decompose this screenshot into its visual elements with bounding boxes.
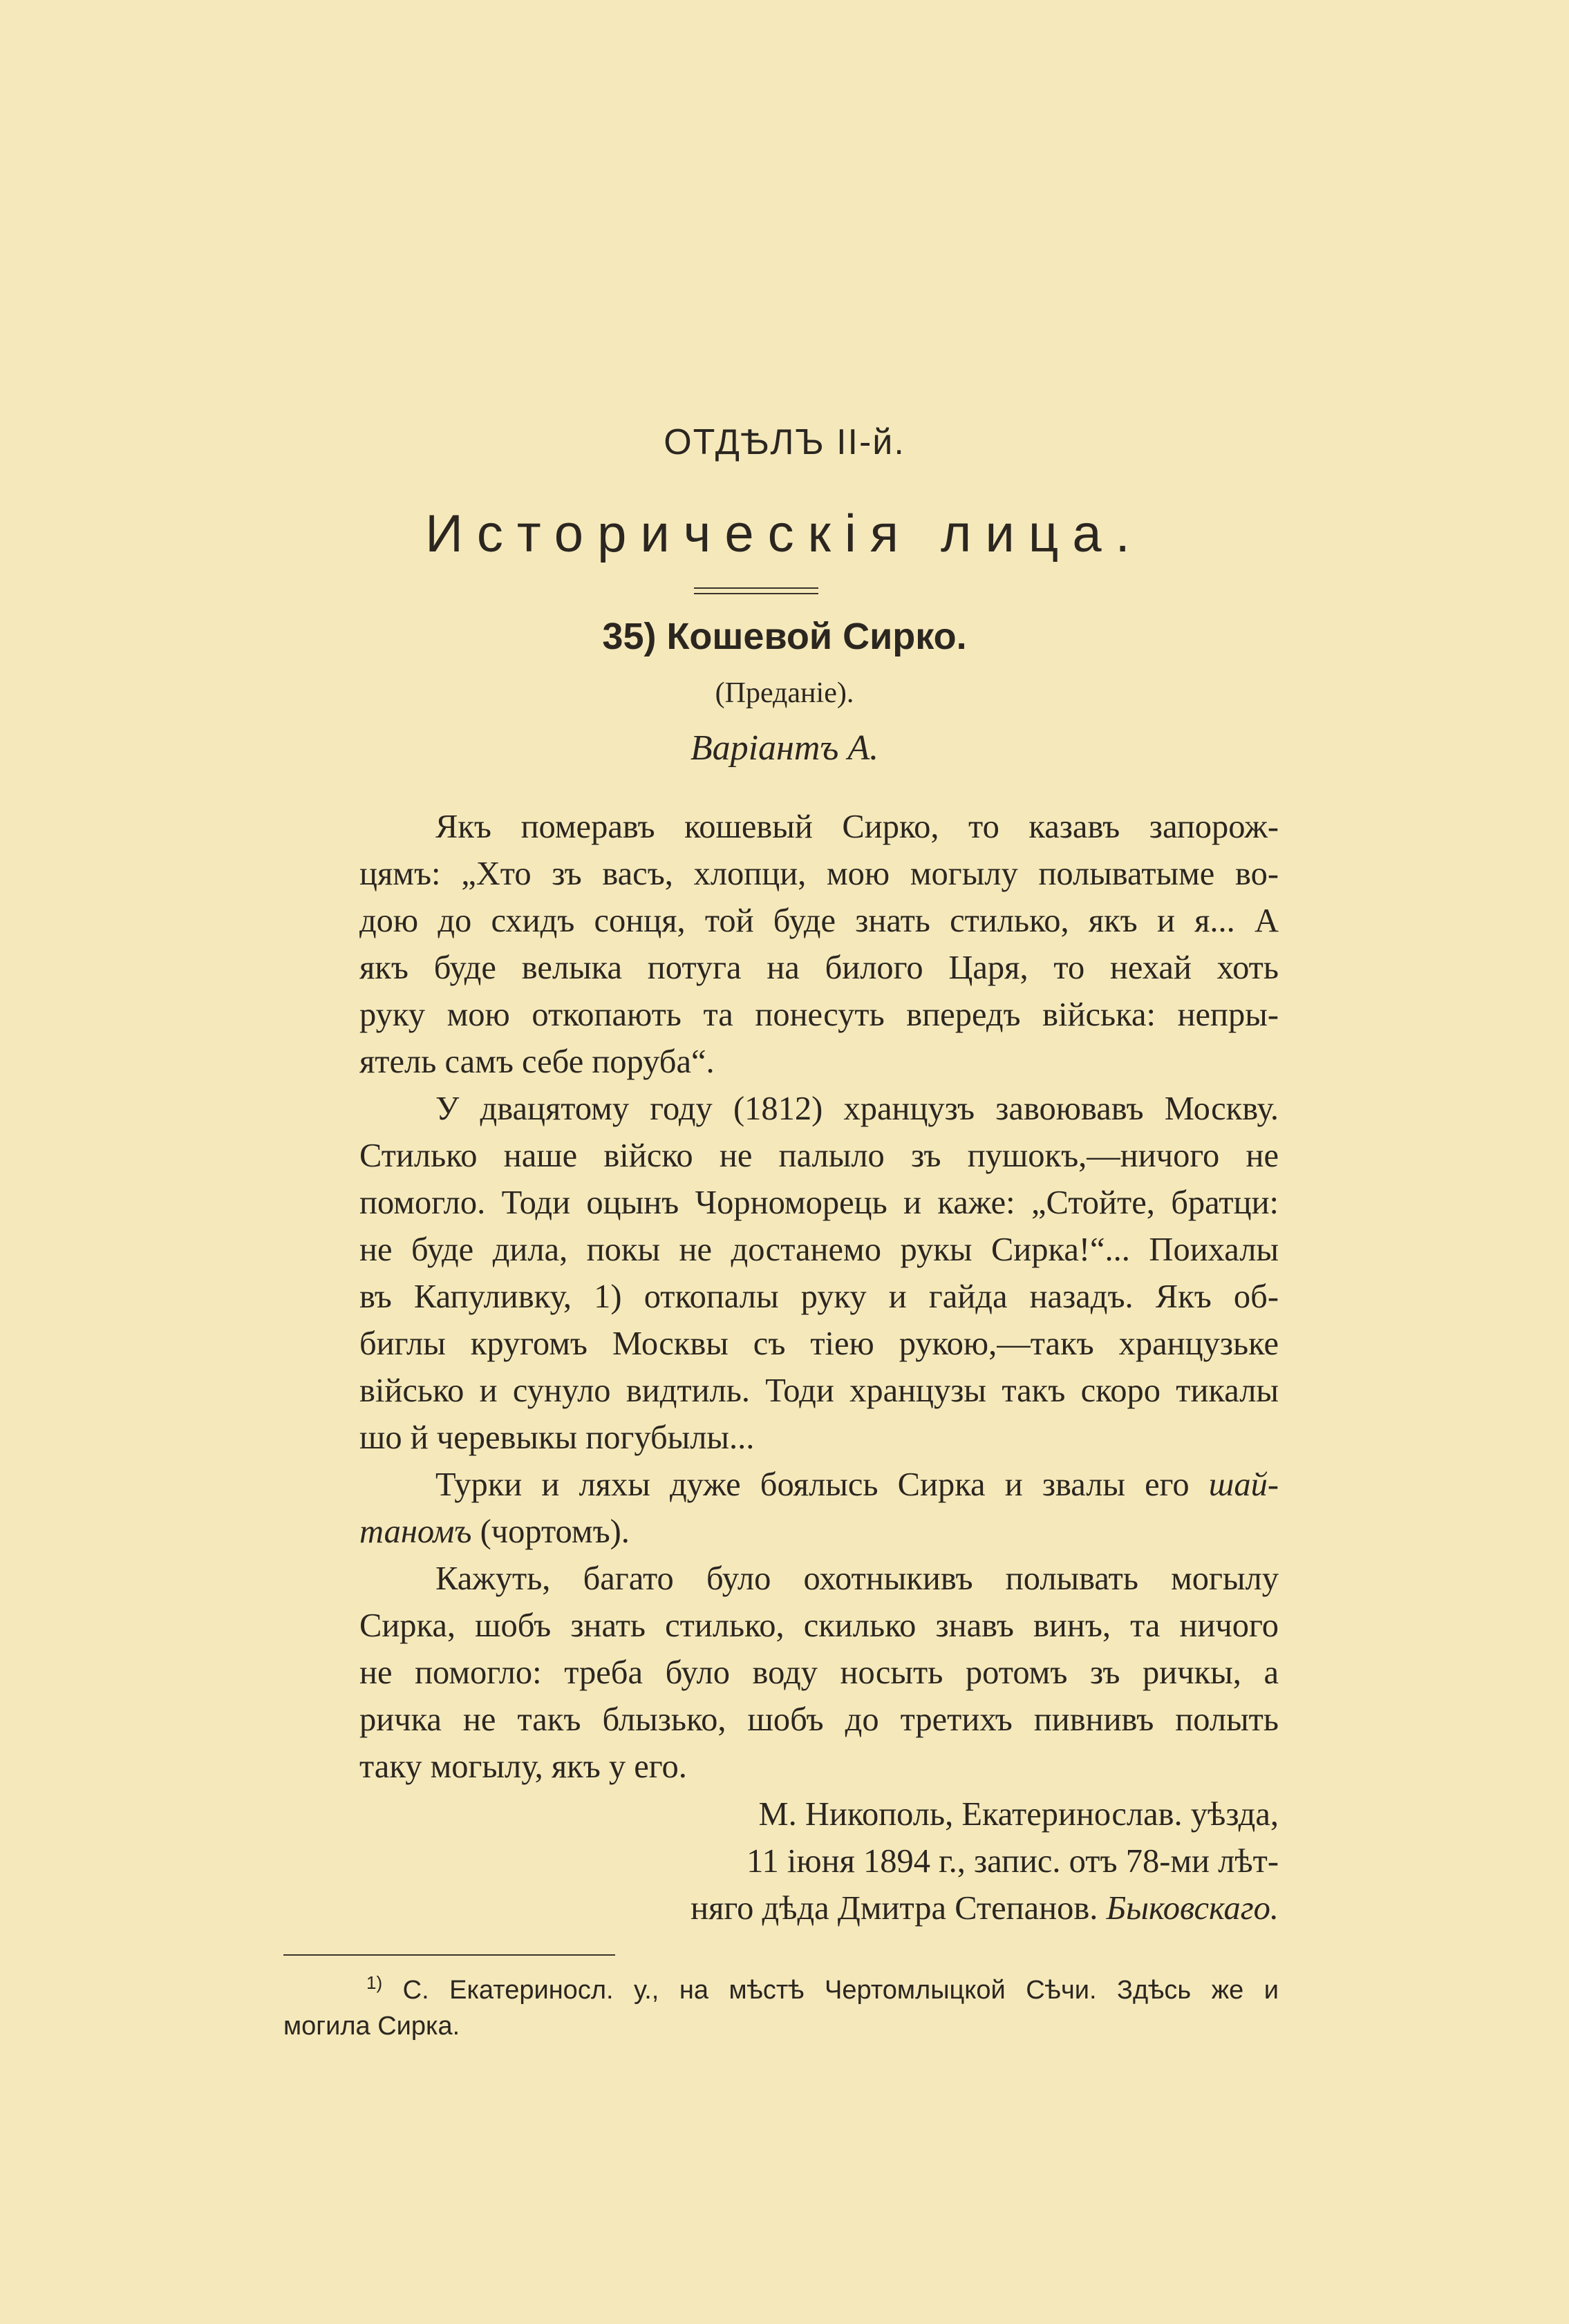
item-title: 35) Кошевой Сирко. <box>602 616 967 657</box>
italic-word: Быковскаго. <box>1106 1890 1279 1927</box>
text-line: въ Капуливку, 1) откопалы руку и гайда назадъ. Якъ об- <box>359 1278 1279 1315</box>
text-line: дою до схидъ сонця, той буде знать стилько, якъ и я... А <box>359 903 1279 939</box>
text-segment: Турки и ляхы дуже боялысь Сирка и звалы его <box>435 1466 1190 1503</box>
text-segment: няго дѣда Дмитра Степанов. <box>690 1890 1098 1927</box>
section-title: Историческія лица. <box>425 504 1144 563</box>
text-line: ричка не такъ блызько, шобъ до третихъ пивнивъ полыть <box>359 1701 1279 1738</box>
text-line: Кажуть, багато було охотныкивъ полывать могылу <box>435 1560 1279 1597</box>
italic-word: таномъ <box>359 1513 472 1550</box>
text-line: ятель самъ себе поруба“. <box>359 1043 715 1080</box>
variant-label: Варіантъ А. <box>690 728 879 768</box>
footnote-line <box>283 1965 1279 2008</box>
text-line <box>283 1462 1279 1509</box>
text-line: биглы кругомъ Москвы съ тіею рукою,—такъ хранцузьке <box>359 1325 1279 1362</box>
source-line: М. Никополь, Екатеринослав. уѣзда, <box>758 1796 1279 1833</box>
footnote-divider <box>283 1954 615 1956</box>
paragraph-1 <box>283 804 1279 1086</box>
text-line: не помогло: треба було воду носыть ротомъ зъ ричкы, а <box>359 1654 1279 1691</box>
text-line: шо й черевыкы погубылы... <box>359 1419 755 1456</box>
body-text <box>283 804 1279 1791</box>
text-line: таку могылу, якъ у его. <box>359 1748 687 1785</box>
text-segment: (чортомъ). <box>480 1513 630 1550</box>
source-line: 11 іюня 1894 г., запис. отъ 78-ми лѣт- <box>746 1843 1279 1880</box>
footnote-line: могила Сирка. <box>283 2012 460 2041</box>
text-line: військо и сунуло видтиль. Тоди хранцузы такъ скоро тикалы <box>359 1372 1279 1409</box>
footnote-marker: 1) <box>366 1972 383 1993</box>
text-line: помогло. Тоди оцынъ Чорноморець и каже: „Стойте, братци: <box>359 1184 1279 1221</box>
text-line: не буде дила, покы не достанемо рукы Сирка!“... Поихалы <box>359 1231 1279 1268</box>
source-line <box>283 1885 1279 1932</box>
text-line <box>283 1509 1279 1556</box>
title-divider <box>694 587 818 594</box>
item-subtitle: (Преданіе). <box>715 677 854 709</box>
paragraph-3 <box>283 1462 1279 1556</box>
section-label: ОТДѢЛЪ II-й. <box>664 422 905 462</box>
text-line: У двацятому году (1812) хранцузъ завоювавъ Москву. <box>435 1090 1279 1127</box>
text-line: Стилько наше війско не палыло зъ пушокъ,—ничого не <box>359 1137 1279 1174</box>
paragraph-4 <box>283 1556 1279 1791</box>
text-line: Сирка, шобъ знать стилько, скилько знавъ винъ, та ничого <box>359 1607 1279 1644</box>
source-attribution <box>283 1791 1279 1932</box>
text-line: руку мою откопають та понесуть впередъ війська: непры- <box>359 996 1279 1033</box>
text-line: Якъ померавъ кошевый Сирко, то казавъ запорож- <box>435 809 1279 845</box>
text-line: цямъ: „Хто зъ васъ, хлопци, мою могылу полыватыме во- <box>359 856 1279 892</box>
footnote <box>283 1965 1279 2044</box>
paragraph-2 <box>283 1086 1279 1462</box>
text-segment: С. Екатериносл. у., на мѣстѣ Чертомлыцкой Сѣчи. Здѣсь же и <box>402 1976 1279 2005</box>
italic-word: шай- <box>1208 1466 1279 1503</box>
text-line: якъ буде велыка потуга на билого Царя, то нехай хоть <box>359 950 1279 986</box>
